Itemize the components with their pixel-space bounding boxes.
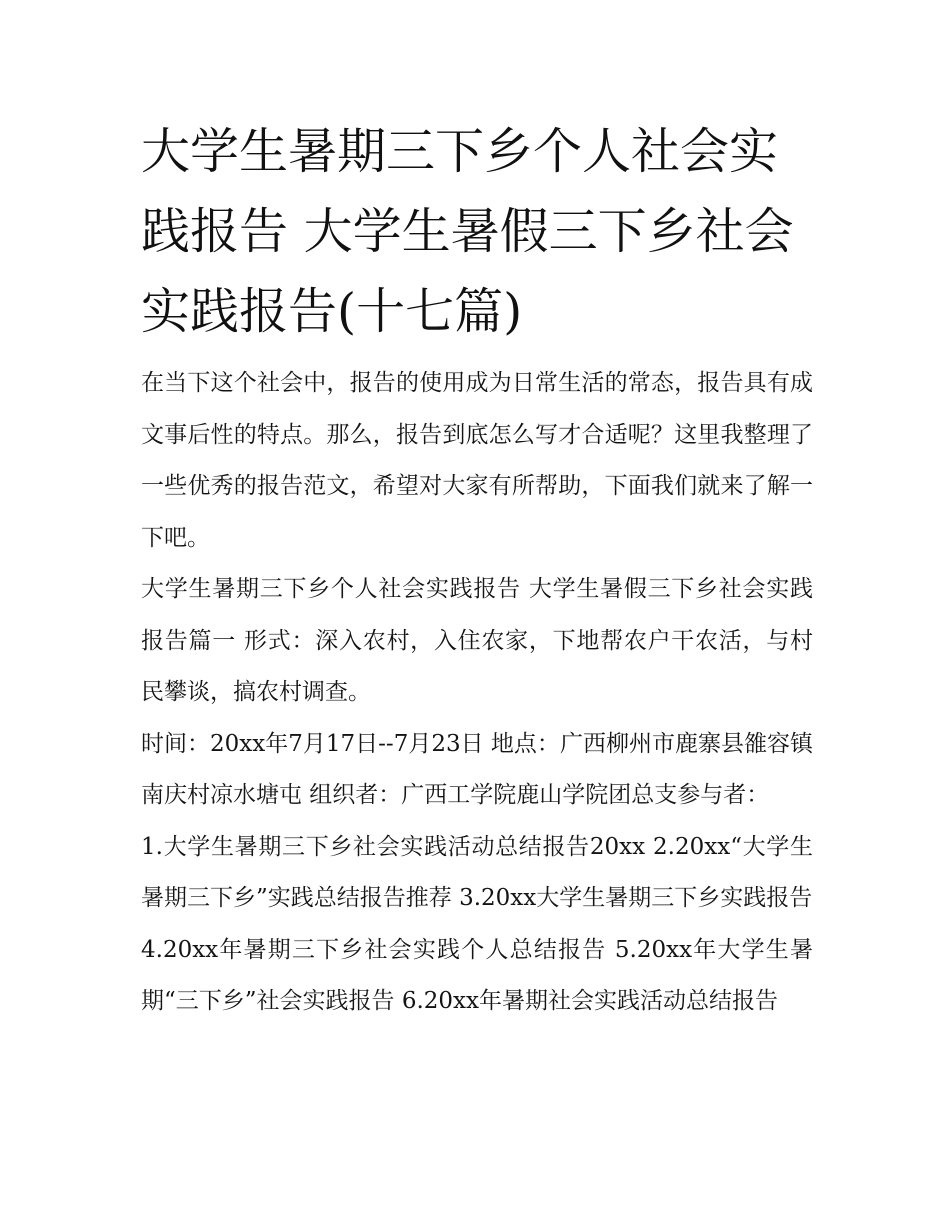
section-paragraph-time-location: 时间：20xx年7月17日--7月23日 地点：广西柳州市鹿寨县雒容镇南庆村凉水塘屯 组织者：广西工学院鹿山学院团总支参与者：	[141, 730, 813, 808]
document-body	[141, 112, 813, 1028]
intro-paragraph: 在当下这个社会中，报告的使用成为日常生活的常态，报告具有成文事后性的特点。那么，报告到底怎么写才合适呢？这里我整理了一些优秀的报告范文，希望对大家有所帮助，下面我们就来了解一下吧。	[141, 370, 813, 551]
related-list-paragraph-1: 1.大学生暑期三下乡社会实践活动总结报告20xx 2.20xx“大学生暑期三下乡”实践总结报告推荐 3.20xx大学生暑期三下乡实践报告	[141, 833, 813, 911]
section-paragraph-form: 大学生暑期三下乡个人社会实践报告 大学生暑假三下乡社会实践报告篇一 形式：深入农村，入住农家，下地帮农户干农活，与村民攀谈，搞农村调查。	[141, 576, 813, 705]
related-list-paragraph-2: 4.20xx年暑期三下乡社会实践个人总结报告 5.20xx年大学生暑期“三下乡”社会实践报告 6.20xx年暑期社会实践活动总结报告	[141, 936, 813, 1014]
document-title: 大学生暑期三下乡个人社会实践报告 大学生暑假三下乡社会实践报告(十七篇)	[141, 123, 794, 340]
